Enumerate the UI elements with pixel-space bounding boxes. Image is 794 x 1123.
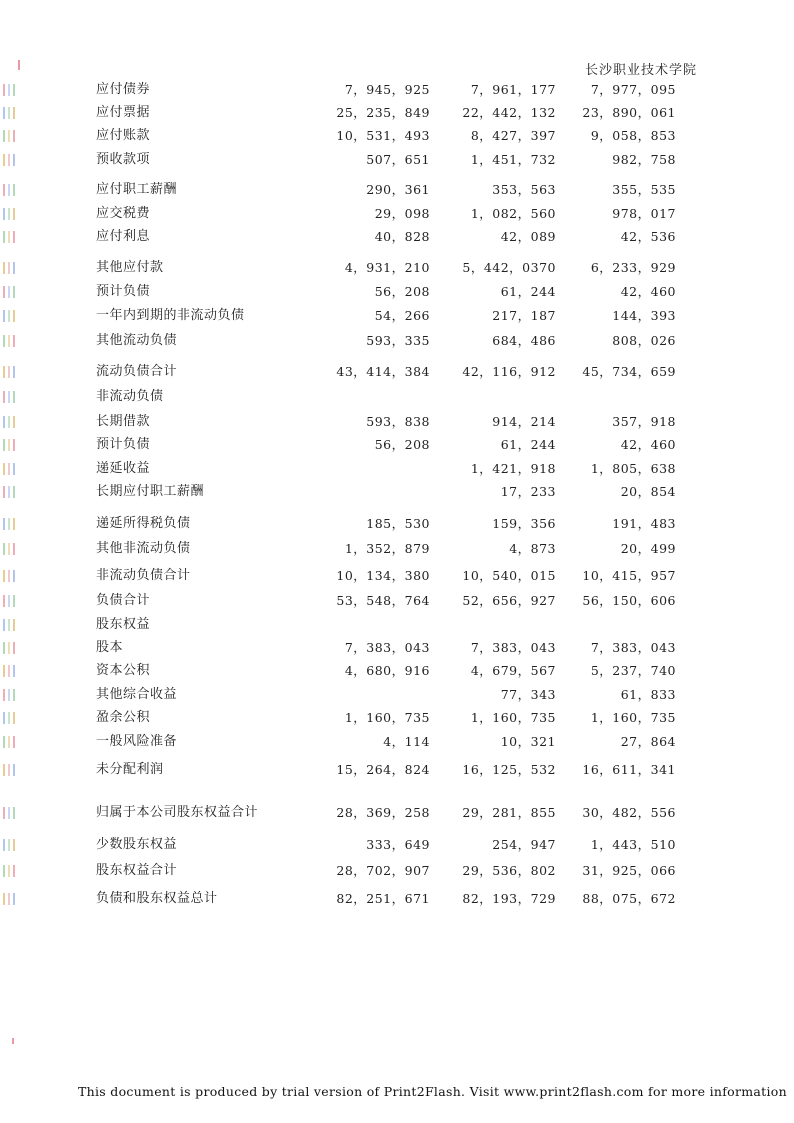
- scan-artifact-icon: [3, 619, 21, 631]
- scan-artifact-icon: [3, 391, 21, 403]
- value-col-2: 42，116，912: [462, 364, 556, 379]
- row-label: 股东权益合计: [96, 863, 178, 878]
- value-col-3: 5，237，740: [590, 663, 676, 678]
- scan-artifact-icon: [3, 184, 21, 196]
- table-row: [0, 539, 794, 559]
- table-row: [0, 732, 794, 752]
- value-col-2: 77，343: [500, 687, 556, 702]
- value-col-2: 22，442，132: [462, 105, 556, 120]
- value-col-2: 10，321: [500, 734, 556, 749]
- value-col-3: 978，017: [612, 206, 676, 221]
- value-col-2: 82，193，729: [462, 891, 556, 906]
- value-col-1: 53，548，764: [336, 593, 430, 608]
- scan-artifact-icon: [18, 60, 20, 70]
- value-col-1: 29，098: [374, 206, 430, 221]
- row-label: 股本: [96, 640, 124, 655]
- table-row: [0, 638, 794, 658]
- value-col-3: 27，864: [620, 734, 676, 749]
- row-label: 其他应付款: [96, 260, 164, 275]
- scan-artifact-icon: [3, 839, 21, 851]
- scan-artifact-icon: [3, 208, 21, 220]
- row-label: 预收款项: [96, 152, 151, 167]
- value-col-2: 10，540，015: [462, 568, 556, 583]
- value-col-3: 88，075，672: [582, 891, 676, 906]
- table-row: [0, 204, 794, 224]
- table-row: [0, 362, 794, 382]
- value-col-3: 144，393: [612, 308, 676, 323]
- row-label: 负债合计: [96, 593, 151, 608]
- value-col-3: 7，977，095: [590, 82, 676, 97]
- scan-artifact-icon: [3, 486, 21, 498]
- scan-artifact-icon: [3, 107, 21, 119]
- scan-artifact-icon: [3, 130, 21, 142]
- value-col-2: 16，125，532: [462, 762, 556, 777]
- value-col-3: 1，443，510: [590, 837, 676, 852]
- value-col-3: 7，383，043: [590, 640, 676, 655]
- scan-artifact-icon: [3, 764, 21, 776]
- value-col-2: 1，082，560: [470, 206, 556, 221]
- scan-artifact-icon: [3, 84, 21, 96]
- row-label: 未分配利润: [96, 762, 164, 777]
- value-col-3: 23，890，061: [582, 105, 676, 120]
- table-row: [0, 514, 794, 534]
- value-col-1: 56，208: [374, 437, 430, 452]
- value-col-1: 593，838: [366, 414, 430, 429]
- table-row: [0, 435, 794, 455]
- value-col-3: 357，918: [612, 414, 676, 429]
- value-col-3: 808，026: [612, 333, 676, 348]
- table-row: [0, 103, 794, 123]
- page-header: 长沙职业技术学院: [585, 63, 698, 78]
- value-col-1: 82，251，671: [336, 891, 430, 906]
- row-label: 非流动负债: [96, 389, 164, 404]
- scan-artifact-icon: [3, 689, 21, 701]
- value-col-1: 7，383，043: [344, 640, 430, 655]
- row-label: 一般风险准备: [96, 734, 178, 749]
- value-col-2: 1，451，732: [470, 152, 556, 167]
- value-col-3: 56，150，606: [582, 593, 676, 608]
- scan-artifact-icon: [3, 335, 21, 347]
- table-row: [0, 80, 794, 100]
- row-label: 资本公积: [96, 663, 151, 678]
- row-label: 其他综合收益: [96, 687, 178, 702]
- row-label: 应付利息: [96, 229, 151, 244]
- scan-artifact-icon: [3, 416, 21, 428]
- value-col-2: 353，563: [492, 182, 556, 197]
- table-row: [0, 331, 794, 351]
- table-row: [0, 685, 794, 705]
- row-label: 应付账款: [96, 128, 151, 143]
- value-col-3: 9，058，853: [590, 128, 676, 143]
- scan-artifact-icon: [3, 286, 21, 298]
- scan-artifact-icon: [3, 439, 21, 451]
- value-col-3: 355，535: [612, 182, 676, 197]
- table-row: [0, 126, 794, 146]
- table-row: [0, 258, 794, 278]
- value-col-3: 42，536: [620, 229, 676, 244]
- row-label: 递延收益: [96, 461, 151, 476]
- value-col-2: 254，947: [492, 837, 556, 852]
- value-col-1: 1，160，735: [344, 710, 430, 725]
- table-row: [0, 180, 794, 200]
- value-col-3: 30，482，556: [582, 805, 676, 820]
- value-col-3: 16，611，341: [582, 762, 676, 777]
- value-col-2: 17，233: [500, 484, 556, 499]
- value-col-1: 28，702，907: [336, 863, 430, 878]
- value-col-2: 159，356: [492, 516, 556, 531]
- value-col-3: 191，483: [612, 516, 676, 531]
- value-col-1: 333，649: [366, 837, 430, 852]
- table-row: [0, 835, 794, 855]
- value-col-2: 4，873: [509, 541, 556, 556]
- value-col-1: 25，235，849: [336, 105, 430, 120]
- value-col-1: 7，945，925: [344, 82, 430, 97]
- value-col-3: 6，233，929: [590, 260, 676, 275]
- scan-artifact-icon: [12, 1038, 14, 1044]
- table-row: [0, 760, 794, 780]
- value-col-2: 217，187: [492, 308, 556, 323]
- value-col-2: 914，214: [492, 414, 556, 429]
- value-col-2: 52，656，927: [462, 593, 556, 608]
- trial-notice: This document is produced by trial version of Print2Flash. Visit www.print2flash.com for more information: [78, 1084, 787, 1099]
- value-col-1: 4，114: [383, 734, 430, 749]
- table-row: [0, 591, 794, 611]
- row-label: 非流动负债合计: [96, 568, 191, 583]
- value-col-3: 1，160，735: [590, 710, 676, 725]
- value-col-3: 42，460: [620, 437, 676, 452]
- row-label: 其他流动负债: [96, 333, 178, 348]
- scan-artifact-icon: [3, 366, 21, 378]
- scan-artifact-icon: [3, 736, 21, 748]
- value-col-1: 56，208: [374, 284, 430, 299]
- scan-artifact-icon: [3, 154, 21, 166]
- table-row: [0, 387, 794, 407]
- table-row: [0, 803, 794, 823]
- value-col-3: 61，833: [620, 687, 676, 702]
- scan-artifact-icon: [3, 595, 21, 607]
- value-col-1: 290，361: [366, 182, 430, 197]
- scan-artifact-icon: [3, 543, 21, 555]
- table-row: [0, 861, 794, 881]
- row-label: 其他非流动负债: [96, 541, 191, 556]
- value-col-1: 54，266: [374, 308, 430, 323]
- value-col-2: 684，486: [492, 333, 556, 348]
- scan-artifact-icon: [3, 518, 21, 530]
- table-row: [0, 615, 794, 635]
- value-col-2: 61，244: [500, 437, 556, 452]
- value-col-1: 4，680，916: [344, 663, 430, 678]
- value-col-3: 1，805，638: [590, 461, 676, 476]
- value-col-2: 4，679，567: [470, 663, 556, 678]
- value-col-3: 10，415，957: [582, 568, 676, 583]
- value-col-3: 45，734，659: [582, 364, 676, 379]
- scan-artifact-icon: [3, 262, 21, 274]
- table-row: [0, 708, 794, 728]
- scan-artifact-icon: [3, 570, 21, 582]
- value-col-2: 42，089: [500, 229, 556, 244]
- row-label: 长期应付职工薪酬: [96, 484, 205, 499]
- scan-artifact-icon: [3, 807, 21, 819]
- scan-artifact-icon: [3, 712, 21, 724]
- row-label: 股东权益: [96, 617, 151, 632]
- table-row: [0, 150, 794, 170]
- value-col-2: 8，427，397: [470, 128, 556, 143]
- scan-artifact-icon: [3, 642, 21, 654]
- value-col-3: 20，499: [620, 541, 676, 556]
- value-col-1: 10，531，493: [336, 128, 430, 143]
- value-col-2: 5，442，0370: [462, 260, 556, 275]
- row-label: 少数股东权益: [96, 837, 178, 852]
- row-label: 应交税费: [96, 206, 151, 221]
- value-col-1: 43，414，384: [336, 364, 430, 379]
- value-col-1: 4，931，210: [344, 260, 430, 275]
- value-col-3: 982，758: [612, 152, 676, 167]
- value-col-2: 7，961，177: [470, 82, 556, 97]
- scan-artifact-icon: [3, 893, 21, 905]
- value-col-1: 10，134，380: [336, 568, 430, 583]
- value-col-2: 61，244: [500, 284, 556, 299]
- row-label: 长期借款: [96, 414, 151, 429]
- value-col-1: 507，651: [366, 152, 430, 167]
- table-row: [0, 661, 794, 681]
- value-col-1: 1，352，879: [344, 541, 430, 556]
- value-col-1: 15，264，824: [336, 762, 430, 777]
- table-row: [0, 566, 794, 586]
- row-label: 应付职工薪酬: [96, 182, 178, 197]
- row-label: 递延所得税负债: [96, 516, 191, 531]
- value-col-2: 7，383，043: [470, 640, 556, 655]
- value-col-2: 1，160，735: [470, 710, 556, 725]
- value-col-2: 29，281，855: [462, 805, 556, 820]
- table-row: [0, 482, 794, 502]
- value-col-1: 185，530: [366, 516, 430, 531]
- table-row: [0, 227, 794, 247]
- row-label: 预计负债: [96, 437, 151, 452]
- value-col-3: 42，460: [620, 284, 676, 299]
- table-row: [0, 459, 794, 479]
- row-label: 应付债券: [96, 82, 151, 97]
- scan-artifact-icon: [3, 665, 21, 677]
- table-row: [0, 412, 794, 432]
- table-row: [0, 889, 794, 909]
- value-col-3: 31，925，066: [582, 863, 676, 878]
- row-label: 负债和股东权益总计: [96, 891, 218, 906]
- row-label: 流动负债合计: [96, 364, 178, 379]
- value-col-1: 40，828: [374, 229, 430, 244]
- scan-artifact-icon: [3, 310, 21, 322]
- value-col-1: 28，369，258: [336, 805, 430, 820]
- row-label: 应付票据: [96, 105, 151, 120]
- scan-artifact-icon: [3, 231, 21, 243]
- value-col-2: 29，536，802: [462, 863, 556, 878]
- value-col-2: 1，421，918: [470, 461, 556, 476]
- value-col-3: 20，854: [620, 484, 676, 499]
- row-label: 预计负债: [96, 284, 151, 299]
- row-label: 盈余公积: [96, 710, 151, 725]
- table-row: [0, 282, 794, 302]
- row-label: 一年内到期的非流动负债: [96, 308, 245, 323]
- row-label: 归属于本公司股东权益合计: [96, 805, 259, 820]
- value-col-1: 593，335: [366, 333, 430, 348]
- table-row: [0, 306, 794, 326]
- scan-artifact-icon: [3, 865, 21, 877]
- scan-artifact-icon: [3, 463, 21, 475]
